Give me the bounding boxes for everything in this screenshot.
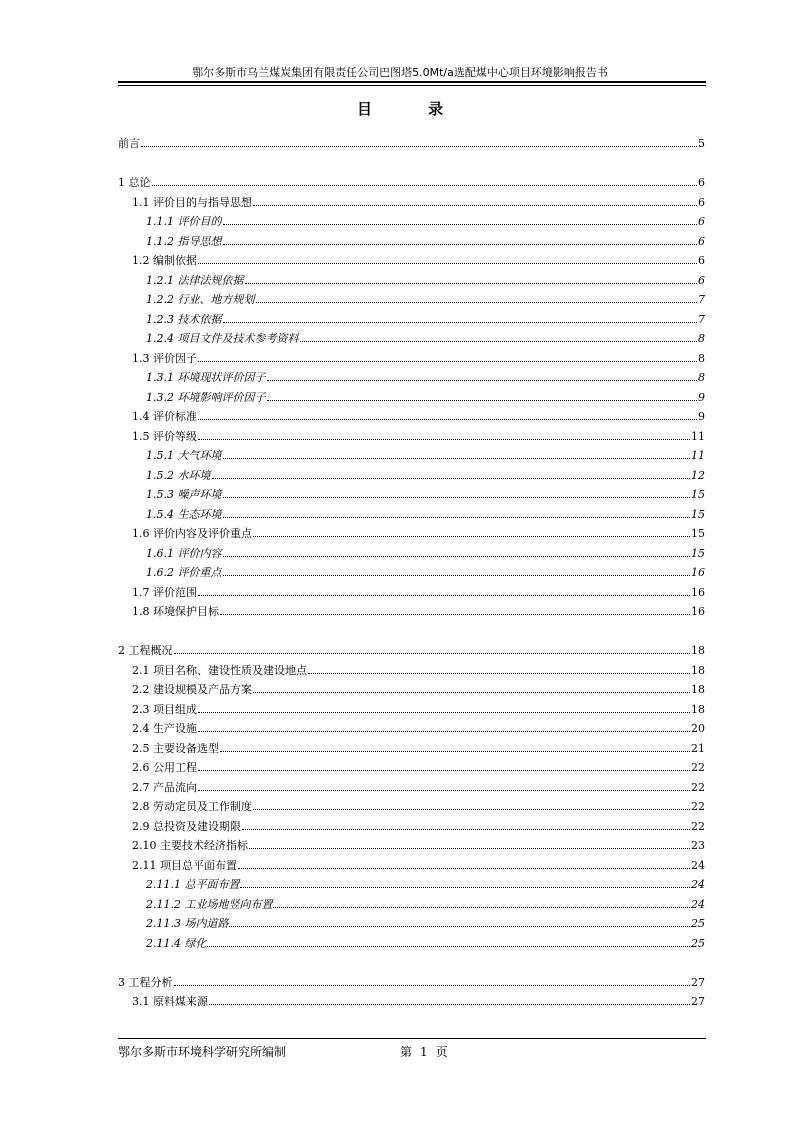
toc-leader-dots bbox=[223, 517, 691, 518]
toc-leader-dots bbox=[141, 146, 697, 147]
toc-entry-page: 12 bbox=[691, 468, 705, 482]
toc-entry-page: 24 bbox=[691, 858, 705, 872]
toc-entry-page: 27 bbox=[691, 995, 705, 1008]
toc-entry-page: 22 bbox=[691, 780, 705, 794]
toc-entry-page: 22 bbox=[691, 800, 705, 813]
toc-leader-dots bbox=[240, 887, 690, 888]
toc-entry[interactable] bbox=[118, 171, 705, 189]
toc-entry-page: 22 bbox=[691, 761, 705, 774]
toc-entry-page: 22 bbox=[691, 819, 705, 833]
toc-leader-dots bbox=[209, 1004, 690, 1005]
toc-entry-page: 11 bbox=[691, 429, 705, 443]
toc-entry-page: 25 bbox=[691, 936, 705, 950]
toc-entry-label: 1.5.2 水环境 bbox=[146, 468, 211, 482]
toc-entry-label: 前言 bbox=[118, 137, 140, 150]
toc-entry-page: 6 bbox=[698, 176, 705, 189]
toc-entry-label: 2.11.1 总平面布置 bbox=[146, 878, 240, 891]
toc-entry-page: 15 bbox=[691, 527, 705, 540]
footer-page-prefix: 第 bbox=[400, 1045, 413, 1059]
toc-entry-page: 24 bbox=[691, 878, 705, 891]
toc-entry-label: 1.7 评价范围 bbox=[132, 585, 197, 599]
toc-entry[interactable] bbox=[118, 776, 705, 794]
toc-entry[interactable] bbox=[118, 405, 705, 423]
toc-leader-dots bbox=[174, 985, 691, 986]
toc-entry-label: 1.1.1 评价目的 bbox=[146, 215, 222, 228]
toc-entry-label: 3.1 原料煤来源 bbox=[132, 995, 208, 1008]
toc-entry-page: 6 bbox=[698, 273, 705, 287]
toc-entry[interactable] bbox=[118, 366, 705, 384]
toc-leader-dots bbox=[253, 536, 690, 537]
toc-entry-page: 18 bbox=[691, 683, 705, 696]
toc-entry-label: 1.1 评价目的与指导思想 bbox=[132, 195, 252, 209]
toc-entry[interactable] bbox=[118, 191, 705, 209]
toc-entry-page: 18 bbox=[691, 663, 705, 677]
toc-entry-label: 1.6.1 评价内容 bbox=[146, 546, 222, 560]
toc-entry[interactable] bbox=[118, 698, 705, 716]
toc-entry-label: 1.6 评价内容及评价重点 bbox=[132, 527, 252, 540]
toc-entry[interactable] bbox=[118, 854, 705, 872]
toc-entry-page: 24 bbox=[691, 897, 705, 911]
toc-entry-page: 21 bbox=[691, 741, 705, 755]
footer-page-value: 1 bbox=[420, 1045, 428, 1059]
toc-entry[interactable] bbox=[118, 912, 705, 930]
toc-title-char-2: 录 bbox=[428, 100, 444, 118]
toc-entry[interactable] bbox=[118, 834, 705, 852]
toc-entry[interactable] bbox=[118, 717, 705, 735]
toc-entry-label: 2 工程概况 bbox=[118, 644, 173, 657]
toc-entry-label: 1.2.4 项目文件及技术参考资料 bbox=[146, 332, 299, 345]
toc-entry-label: 2.11 项目总平面布置 bbox=[132, 858, 237, 872]
header-rule-thin bbox=[118, 85, 706, 86]
toc-entry[interactable] bbox=[118, 756, 705, 774]
toc-entry-label: 2.2 建设规模及产品方案 bbox=[132, 683, 252, 696]
toc-leader-dots bbox=[300, 341, 698, 342]
toc-leader-dots bbox=[198, 790, 690, 791]
toc-entry[interactable] bbox=[118, 464, 705, 482]
footer-rule bbox=[118, 1038, 706, 1039]
toc-entry-page: 15 bbox=[691, 488, 705, 501]
toc-leader-dots bbox=[223, 458, 691, 459]
toc-entry[interactable] bbox=[118, 269, 705, 287]
toc-leader-dots bbox=[256, 302, 698, 303]
toc-leader-dots bbox=[198, 595, 690, 596]
toc-entry-label: 2.1 项目名称、建设性质及建设地点 bbox=[132, 663, 307, 677]
toc-leader-dots bbox=[273, 907, 690, 908]
toc-entry[interactable] bbox=[118, 542, 705, 560]
toc-entry-label: 1.5.3 噪声环境 bbox=[146, 488, 222, 501]
toc-leader-dots bbox=[253, 809, 690, 810]
toc-entry-label: 2.8 劳动定员及工作制度 bbox=[132, 800, 252, 813]
toc-entry-label: 2.11.4 绿化 bbox=[146, 936, 207, 950]
toc-entry[interactable] bbox=[118, 249, 705, 267]
header-title: 鄂尔多斯市乌兰煤炭集团有限责任公司巴图塔5.0Mt/a选配煤中心项目环境影响报告书 bbox=[192, 66, 608, 79]
header-rule-thick bbox=[118, 81, 706, 83]
toc-entry-label: 2.6 公用工程 bbox=[132, 761, 197, 774]
toc-entry-label: 3 工程分析 bbox=[118, 975, 173, 989]
toc-entry-label: 1.5.4 生态环境 bbox=[146, 507, 222, 521]
toc-entry[interactable] bbox=[118, 347, 705, 365]
toc-entry-page: 15 bbox=[691, 507, 705, 521]
toc-entry[interactable] bbox=[118, 581, 705, 599]
toc-leader-dots bbox=[223, 322, 698, 323]
toc-entry-page: 16 bbox=[691, 605, 705, 618]
toc-entry-page: 6 bbox=[698, 254, 705, 267]
toc-entry-page: 6 bbox=[698, 215, 705, 228]
toc-leader-dots bbox=[249, 848, 690, 849]
toc-entry-page: 25 bbox=[691, 917, 705, 930]
toc-entry-page: 16 bbox=[691, 585, 705, 599]
toc-leader-dots bbox=[198, 361, 697, 362]
toc-entry[interactable] bbox=[118, 210, 705, 228]
toc-leader-dots bbox=[198, 263, 697, 264]
toc-entry[interactable] bbox=[118, 288, 705, 306]
toc-entry-label: 1.1.2 指导思想 bbox=[146, 234, 222, 248]
toc-entry-page: 15 bbox=[691, 546, 705, 560]
toc-leader-dots bbox=[308, 673, 690, 674]
toc-entry[interactable] bbox=[118, 795, 705, 813]
toc-entry-label: 1.3 评价因子 bbox=[132, 351, 197, 365]
toc-entry-page: 6 bbox=[698, 195, 705, 209]
toc-entry[interactable] bbox=[118, 737, 705, 755]
toc-entry-page: 8 bbox=[698, 351, 705, 365]
toc-leader-dots bbox=[242, 829, 690, 830]
toc-entry-label: 2.11.3 场内道路 bbox=[146, 917, 229, 930]
toc-entry-page: 18 bbox=[691, 702, 705, 716]
toc-entry-page: 23 bbox=[691, 839, 705, 852]
toc-entry-label: 1.2 编制依据 bbox=[132, 254, 197, 267]
toc-entry[interactable] bbox=[118, 444, 705, 462]
toc-leader-dots bbox=[238, 868, 690, 869]
toc-entry[interactable] bbox=[118, 659, 705, 677]
toc-entry[interactable] bbox=[118, 230, 705, 248]
toc-leader-dots bbox=[253, 692, 690, 693]
toc-entry-label: 1.2.2 行业、地方规划 bbox=[146, 293, 255, 306]
footer-page-suffix: 页 bbox=[435, 1045, 448, 1059]
toc-entry-label: 1.6.2 评价重点 bbox=[146, 566, 222, 579]
toc-entry-page: 5 bbox=[698, 137, 705, 150]
footer-page-number bbox=[400, 1043, 448, 1060]
toc-leader-dots bbox=[220, 614, 690, 615]
toc-entry-label: 2.11.2 工业场地竖向布置 bbox=[146, 897, 273, 911]
toc-entry-page: 7 bbox=[698, 312, 705, 326]
toc-leader-dots bbox=[267, 400, 698, 401]
toc-entry-page: 18 bbox=[691, 644, 705, 657]
toc-leader-dots bbox=[212, 478, 691, 479]
toc-entry-page: 9 bbox=[698, 410, 705, 423]
toc-entry-label: 1.2.3 技术依据 bbox=[146, 312, 222, 326]
toc-leader-dots bbox=[220, 751, 690, 752]
toc-entry[interactable] bbox=[118, 639, 705, 657]
toc-entry[interactable] bbox=[118, 483, 705, 501]
toc-entry-page: 9 bbox=[698, 390, 705, 404]
toc-leader-dots bbox=[198, 419, 697, 420]
toc-entry-label: 2.3 项目组成 bbox=[132, 702, 197, 716]
toc-leader-dots bbox=[223, 575, 691, 576]
toc-entry[interactable] bbox=[118, 308, 705, 326]
toc-entry-label: 1.4 评价标准 bbox=[132, 410, 197, 423]
toc-entry-page: 27 bbox=[691, 975, 705, 989]
toc-entry[interactable] bbox=[118, 678, 705, 696]
toc-leader-dots bbox=[198, 712, 690, 713]
toc-title bbox=[0, 98, 800, 119]
toc-entry-label: 1.8 环境保护目标 bbox=[132, 605, 219, 618]
toc-leader-dots bbox=[223, 497, 691, 498]
toc-leader-dots bbox=[174, 653, 691, 654]
toc-entry[interactable] bbox=[118, 815, 705, 833]
toc-entry-label: 2.4 生产设施 bbox=[132, 722, 197, 735]
toc-leader-dots bbox=[223, 224, 698, 225]
toc-entry[interactable] bbox=[118, 600, 705, 618]
toc-entry-page: 6 bbox=[698, 234, 705, 248]
toc-entry[interactable] bbox=[118, 893, 705, 911]
toc-leader-dots bbox=[152, 185, 698, 186]
toc-leader-dots bbox=[207, 946, 690, 947]
toc-entry-label: 2.7 产品流向 bbox=[132, 780, 197, 794]
toc-entry[interactable] bbox=[118, 327, 705, 345]
toc-leader-dots bbox=[198, 770, 690, 771]
toc-entry-page: 8 bbox=[698, 332, 705, 345]
footer-org: 鄂尔多斯市环境科学研究所编制 bbox=[118, 1045, 287, 1059]
toc-entry[interactable] bbox=[118, 561, 705, 579]
toc-entry-label: 1.3.2 环境影响评价因子 bbox=[146, 390, 266, 404]
toc-leader-dots bbox=[253, 205, 697, 206]
toc-leader-dots bbox=[229, 926, 690, 927]
toc-entry[interactable] bbox=[118, 932, 705, 950]
toc-entry[interactable] bbox=[118, 386, 705, 404]
toc-entry[interactable] bbox=[118, 873, 705, 891]
toc-entry[interactable] bbox=[118, 425, 705, 443]
toc-entry-page: 11 bbox=[691, 449, 705, 462]
toc-entry-page: 16 bbox=[691, 566, 705, 579]
toc-entry-label: 2.5 主要设备选型 bbox=[132, 741, 219, 755]
toc-entry[interactable] bbox=[118, 522, 705, 540]
toc-leader-dots bbox=[198, 731, 690, 732]
toc-entry-label: 1.2.1 法律法规依据 bbox=[146, 273, 244, 287]
toc-entry-page: 7 bbox=[698, 293, 705, 306]
toc-entry-label: 1.5 评价等级 bbox=[132, 429, 197, 443]
toc-entry-page: 20 bbox=[691, 722, 705, 735]
toc-entry[interactable] bbox=[118, 971, 705, 989]
toc-title-char-1: 目 bbox=[356, 100, 372, 118]
toc-entry[interactable] bbox=[118, 132, 705, 150]
toc-entry-label: 1 总论 bbox=[118, 176, 151, 189]
toc-leader-dots bbox=[198, 439, 690, 440]
toc-entry-label: 2.10 主要技术经济指标 bbox=[132, 839, 248, 852]
toc-leader-dots bbox=[223, 244, 698, 245]
toc-entry-label: 1.5.1 大气环境 bbox=[146, 449, 222, 462]
toc-leader-dots bbox=[245, 283, 698, 284]
toc-entry[interactable] bbox=[118, 503, 705, 521]
toc-leader-dots bbox=[223, 556, 691, 557]
toc-entry-label: 2.9 总投资及建设期限 bbox=[132, 819, 241, 833]
toc-entry[interactable] bbox=[118, 990, 705, 1008]
toc-entry-label: 1.3.1 环境现状评价因子 bbox=[146, 371, 266, 384]
toc-entry-page: 8 bbox=[698, 371, 705, 384]
toc-leader-dots bbox=[267, 380, 698, 381]
